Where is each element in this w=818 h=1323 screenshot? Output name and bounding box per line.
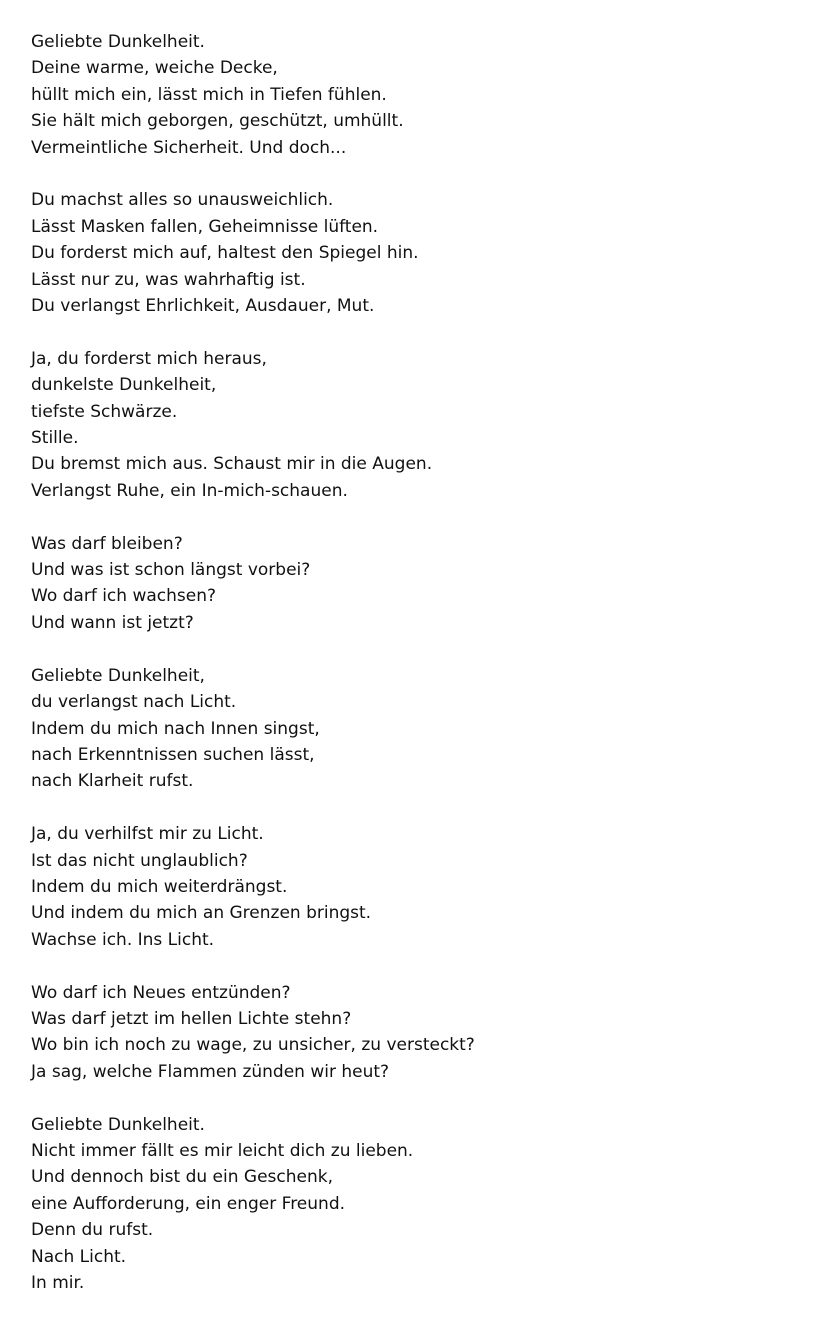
poem-line: Nach Licht.: [31, 1246, 127, 1267]
poem-line: Geliebte Dunkelheit,: [31, 665, 205, 686]
stanza-2: [31, 187, 798, 319]
poem-line: Was darf bleiben?: [31, 533, 183, 554]
poem-line: Was darf jetzt im hellen Lichte stehn?: [31, 1008, 352, 1029]
poem-line: Verlangst Ruhe, ein In-mich-schauen.: [31, 480, 348, 501]
poem-line: Sie hält mich geborgen, geschützt, umhüllt.: [31, 111, 404, 132]
poem-line: Und wann ist jetzt?: [31, 612, 194, 633]
poem-line: Lässt nur zu, was wahrhaftig ist.: [31, 269, 306, 290]
poem-line: Wo darf ich Neues entzünden?: [31, 982, 291, 1003]
poem-line: nach Erkenntnissen suchen lässt,: [31, 744, 315, 765]
stanza-8: [31, 1112, 798, 1297]
poem-line: dunkelste Dunkelheit,: [31, 375, 217, 396]
poem-line: Indem du mich weiterdrängst.: [31, 876, 288, 897]
poem-line: In mir.: [31, 1272, 85, 1293]
stanza-5: [31, 663, 798, 795]
poem-line: Und indem du mich an Grenzen bringst.: [31, 903, 372, 924]
stanza-4: [31, 531, 798, 637]
poem-line: Stille.: [31, 428, 79, 449]
poem-line: Und was ist schon längst vorbei?: [31, 560, 311, 581]
poem-line: Ist das nicht unglaublich?: [31, 850, 248, 871]
poem-line: Ja, du verhilfst mir zu Licht.: [31, 824, 264, 845]
stanza-6: [31, 821, 798, 953]
poem-line: Du machst alles so unausweichlich.: [31, 190, 334, 211]
poem-line: Nicht immer fällt es mir leicht dich zu lieben.: [31, 1140, 414, 1161]
poem-line: du verlangst nach Licht.: [31, 692, 237, 713]
poem-line: Deine warme, weiche Decke,: [31, 58, 278, 79]
poem-line: Wo darf ich wachsen?: [31, 586, 217, 607]
poem-line: Ja sag, welche Flammen zünden wir heut?: [31, 1061, 390, 1082]
poem-line: Du forderst mich auf, haltest den Spiegel hin.: [31, 243, 419, 264]
poem-line: eine Aufforderung, ein enger Freund.: [31, 1193, 346, 1214]
poem-line: Du verlangst Ehrlichkeit, Ausdauer, Mut.: [31, 296, 375, 317]
poem-line: Geliebte Dunkelheit.: [31, 1114, 205, 1135]
poem-line: Und dennoch bist du ein Geschenk,: [31, 1167, 333, 1188]
poem-line: Lässt Masken fallen, Geheimnisse lüften.: [31, 216, 379, 237]
poem-line: hüllt mich ein, lässt mich in Tiefen fühlen.: [31, 84, 387, 105]
poem-line: Geliebte Dunkelheit.: [31, 32, 205, 52]
stanza-3: [31, 346, 798, 504]
poem-line: Denn du rufst.: [31, 1220, 154, 1241]
poem-line: Indem du mich nach Innen singst,: [31, 718, 320, 739]
stanza-1: [31, 29, 798, 161]
poem-line: nach Klarheit rufst.: [31, 771, 194, 792]
poem-document: [31, 29, 798, 1323]
stanza-7: [31, 980, 798, 1086]
poem-line: Du bremst mich aus. Schaust mir in die Augen.: [31, 454, 433, 475]
poem-line: Ja, du forderst mich heraus,: [31, 348, 267, 369]
poem-line: tiefste Schwärze.: [31, 401, 178, 422]
poem-line: Wo bin ich noch zu wage, zu unsicher, zu versteckt?: [31, 1035, 475, 1056]
poem-line: Wachse ich. Ins Licht.: [31, 929, 215, 950]
poem-line: Vermeintliche Sicherheit. Und doch...: [31, 137, 347, 158]
